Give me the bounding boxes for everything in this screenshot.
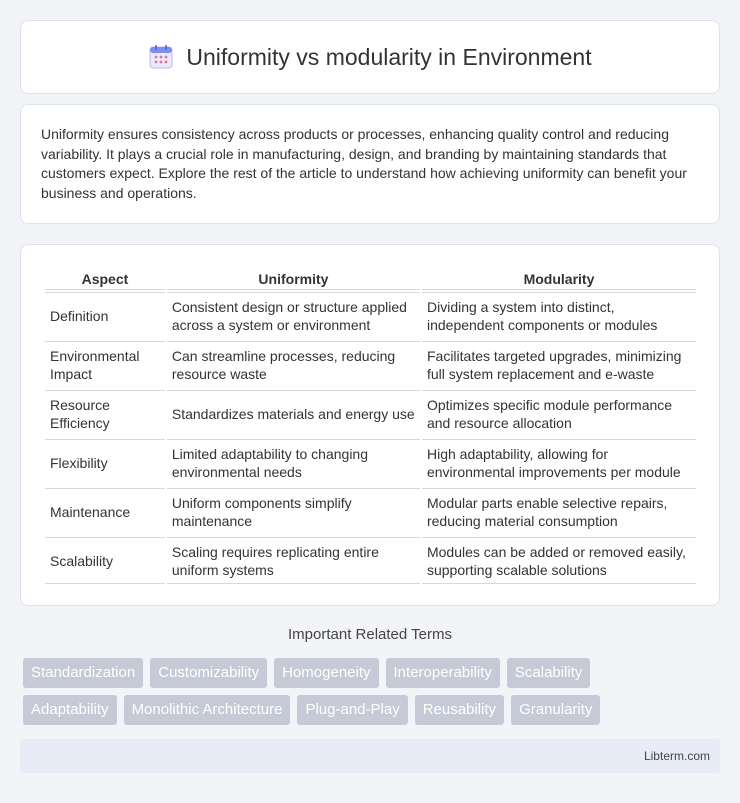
tag-reusability[interactable]: Reusability bbox=[415, 695, 504, 725]
table-row bbox=[45, 439, 696, 486]
modularity-cell: Modular parts enable selective repairs, reducing material consumption bbox=[422, 488, 696, 535]
uniformity-cell: Uniform components simplify maintenance bbox=[167, 488, 420, 535]
header-aspect: Aspect bbox=[45, 267, 165, 290]
tag-adaptability[interactable]: Adaptability bbox=[23, 695, 117, 725]
related-terms bbox=[23, 658, 723, 732]
aspect-cell: Resource Efficiency bbox=[45, 390, 165, 437]
title-card bbox=[20, 20, 720, 94]
comparison-card bbox=[20, 244, 720, 606]
intro-card bbox=[20, 104, 720, 224]
table-header-row bbox=[45, 267, 696, 290]
tag-customizability[interactable]: Customizability bbox=[150, 658, 267, 688]
aspect-cell: Maintenance bbox=[45, 488, 165, 535]
table-row bbox=[45, 537, 696, 584]
table-row bbox=[45, 292, 696, 339]
tag-homogeneity[interactable]: Homogeneity bbox=[274, 658, 378, 688]
header-modularity: Modularity bbox=[422, 267, 696, 290]
calendar-icon bbox=[148, 44, 174, 70]
aspect-cell: Environmental Impact bbox=[45, 341, 165, 388]
uniformity-cell: Consistent design or structure applied across a system or environment bbox=[167, 292, 420, 339]
related-terms-title: Important Related Terms bbox=[288, 626, 452, 643]
tag-monolithic-architecture[interactable]: Monolithic Architecture bbox=[124, 695, 291, 725]
header-uniformity: Uniformity bbox=[167, 267, 420, 290]
tag-row bbox=[23, 695, 723, 725]
tag-standardization[interactable]: Standardization bbox=[23, 658, 143, 688]
tag-scalability[interactable]: Scalability bbox=[507, 658, 591, 688]
uniformity-cell: Scaling requires replicating entire uniform systems bbox=[167, 537, 420, 584]
tag-granularity[interactable]: Granularity bbox=[511, 695, 600, 725]
comparison-table bbox=[43, 265, 698, 586]
table-row bbox=[45, 390, 696, 437]
footer-brand[interactable]: Libterm.com bbox=[643, 749, 710, 763]
page-title: Uniformity vs modularity in Environment bbox=[186, 43, 592, 70]
table-row bbox=[45, 488, 696, 535]
modularity-cell: Facilitates targeted upgrades, minimizing full system replacement and e-waste bbox=[422, 341, 696, 388]
intro-text: Uniformity ensures consistency across products or processes, enhancing quality control and reducing variability. It plays a crucial role in manufacturing, design, and branding by maintaining standards that customers expect. Explore the rest of the article to understand how achieving uniformity can benefit your business and operations. bbox=[41, 126, 687, 201]
footer bbox=[20, 739, 720, 773]
tag-interoperability[interactable]: Interoperability bbox=[386, 658, 500, 688]
uniformity-cell: Limited adaptability to changing environmental needs bbox=[167, 439, 420, 486]
aspect-cell: Scalability bbox=[45, 537, 165, 584]
modularity-cell: Dividing a system into distinct, independent components or modules bbox=[422, 292, 696, 339]
table-row bbox=[45, 341, 696, 388]
tag-plug-and-play[interactable]: Plug-and-Play bbox=[297, 695, 407, 725]
uniformity-cell: Standardizes materials and energy use bbox=[167, 390, 420, 437]
modularity-cell: Optimizes specific module performance and resource allocation bbox=[422, 390, 696, 437]
modularity-cell: High adaptability, allowing for environmental improvements per module bbox=[422, 439, 696, 486]
uniformity-cell: Can streamline processes, reducing resource waste bbox=[167, 341, 420, 388]
tag-row bbox=[23, 658, 723, 688]
aspect-cell: Flexibility bbox=[45, 439, 165, 486]
aspect-cell: Definition bbox=[45, 292, 165, 339]
modularity-cell: Modules can be added or removed easily, supporting scalable solutions bbox=[422, 537, 696, 584]
